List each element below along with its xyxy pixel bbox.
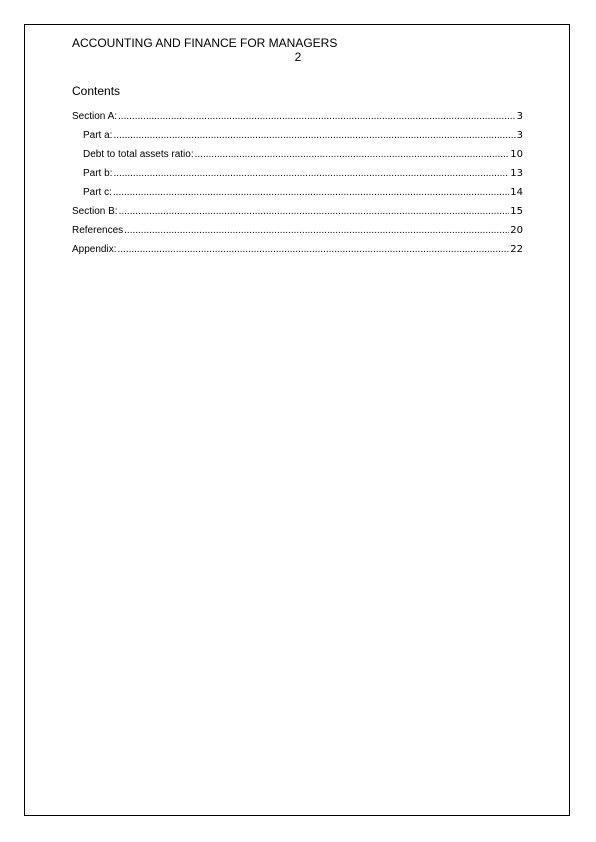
toc-leader-dots: [113, 129, 515, 143]
toc-entry-label: Section B:: [72, 206, 118, 217]
toc-leader-dots: [117, 243, 509, 257]
toc-entry-page: 3: [516, 111, 523, 122]
toc-entry-label: Part c:: [83, 187, 112, 198]
toc-entry-label: Section A:: [72, 111, 118, 122]
toc-entry-debt-ratio[interactable]: [72, 148, 523, 167]
toc-entry-label: Appendix:: [72, 244, 117, 255]
toc-entry-label: Debt to total assets ratio:: [83, 149, 194, 160]
toc-entry-page: 13: [510, 168, 523, 179]
toc-entry-part-c[interactable]: [72, 186, 523, 205]
toc-entry-page: 14: [510, 187, 523, 198]
toc-entry-appendix[interactable]: [72, 243, 523, 262]
toc-entry-part-b[interactable]: [72, 167, 523, 186]
toc-entry-label: Part a:: [83, 130, 113, 141]
toc-leader-dots: [119, 205, 510, 219]
toc-entry-page: 10: [510, 149, 523, 160]
toc-entry-label: References: [72, 225, 124, 236]
toc-entry-part-a[interactable]: [72, 129, 523, 148]
toc-entry-page: 3: [516, 130, 523, 141]
toc-entry-page: 15: [510, 206, 523, 217]
toc-leader-dots: [113, 167, 509, 181]
table-of-contents: [72, 110, 523, 262]
toc-leader-dots: [113, 186, 509, 200]
toc-leader-dots: [118, 110, 516, 124]
toc-entry-label: Part b:: [83, 168, 113, 179]
toc-leader-dots: [124, 224, 509, 238]
toc-leader-dots: [195, 148, 510, 162]
contents-heading: Contents: [72, 84, 121, 98]
page-number: 2: [294, 50, 302, 64]
toc-entry-page: 22: [510, 244, 523, 255]
toc-entry-references[interactable]: [72, 224, 523, 243]
toc-entry-section-b[interactable]: [72, 205, 523, 224]
toc-entry-page: 20: [510, 225, 523, 236]
toc-entry-section-a[interactable]: [72, 110, 523, 129]
running-header-title: ACCOUNTING AND FINANCE FOR MANAGERS: [72, 36, 338, 50]
